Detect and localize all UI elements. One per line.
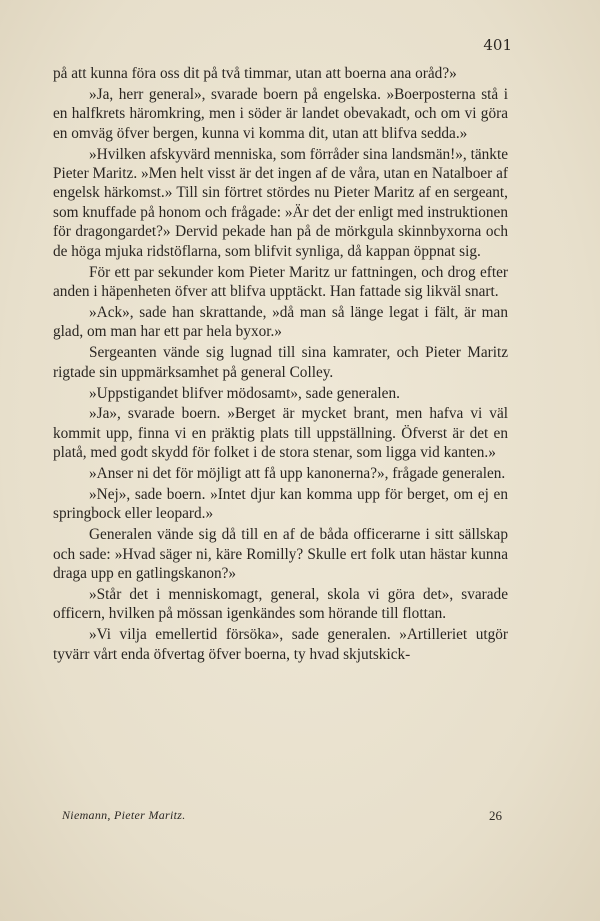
page-footer xyxy=(62,808,502,824)
paragraph: »Nej», sade boern. »Intet djur kan komma upp för berget, om ej en springbock eller leopard.» xyxy=(53,486,508,523)
page-number: 401 xyxy=(483,36,512,54)
paragraph: »Ja», svarade boern. »Berget är mycket brant, men hafva vi väl kommit upp, finna vi en präktig plats till uppställning. Öfverst är det en platå, med godt skydd för folket i de stora stenar, som ligga vid kanten.» xyxy=(53,405,508,462)
paragraph: på att kunna föra oss dit på två timmar, utan att boerna ana oråd?» xyxy=(53,65,457,82)
footer-signature: Niemann, Pieter Maritz. xyxy=(62,808,186,822)
paragraph: För ett par sekunder kom Pieter Maritz ur fattningen, och drog efter anden i häpenheten öfver att blifva upptäckt. Han fattade sig likväl snart. xyxy=(53,263,508,300)
paragraph: Generalen vände sig då till en af de båda officerarne i sitt sällskap och sade: »Hvad säger ni, käre Romilly? Skulle ert folk utan hästar kunna draga upp en gatlingskanon?» xyxy=(53,526,508,583)
paragraph: »Hvilken afskyvärd menniska, som förråder sina landsmän!», tänkte Pieter Maritz. »Men helt visst är det ingen af de våra, utan en Natalboer af engelsk härkomst.» Till sin förtret stördes nu Pieter Maritz af en sergeant, som knuffade på honom och frågade: »Är det der enligt med instruktionen för dragongardet?» Dervid pekade han på de mörkgula skinnbyxorna och de höga mjuka ridstöflarna, som blifvit synliga, då kappan öppnat sig. xyxy=(53,145,508,260)
body-text xyxy=(53,64,508,666)
paragraph: »Uppstigandet blifver mödosamt», sade generalen. xyxy=(89,384,400,402)
paragraph: »Ja, herr general», svarade boern på engelska. »Boerposterna stå i en halfkrets häromkring, men i söder är landet obevakadt, och om vi göra en omväg öfver bergen, kunna vi komma dit, utan att blifva sedda.» xyxy=(53,85,508,142)
paragraph: Sergeanten vände sig lugnad till sina kamrater, och Pieter Maritz rigtade sin uppmärksamhet på general Colley. xyxy=(53,344,508,381)
footer-sheet-number: 26 xyxy=(489,808,502,823)
paragraph: »Vi vilja emellertid försöka», sade generalen. »Artilleriet utgör tyvärr vårt enda öfvertag öfver boerna, ty hvad skjutskick- xyxy=(53,626,508,663)
paragraph: »Ack», sade han skrattande, »då man så länge legat i fält, är man glad, om man har ett par hela byxor.» xyxy=(53,303,508,341)
paragraph: »Står det i menniskomagt, general, skola vi göra det», svarade officern, hvilken på mössan igenkändes som hörande till flottan. xyxy=(53,586,508,623)
paragraph: »Anser ni det för möjligt att få upp kanonerna?», frågade generalen. xyxy=(89,465,506,483)
